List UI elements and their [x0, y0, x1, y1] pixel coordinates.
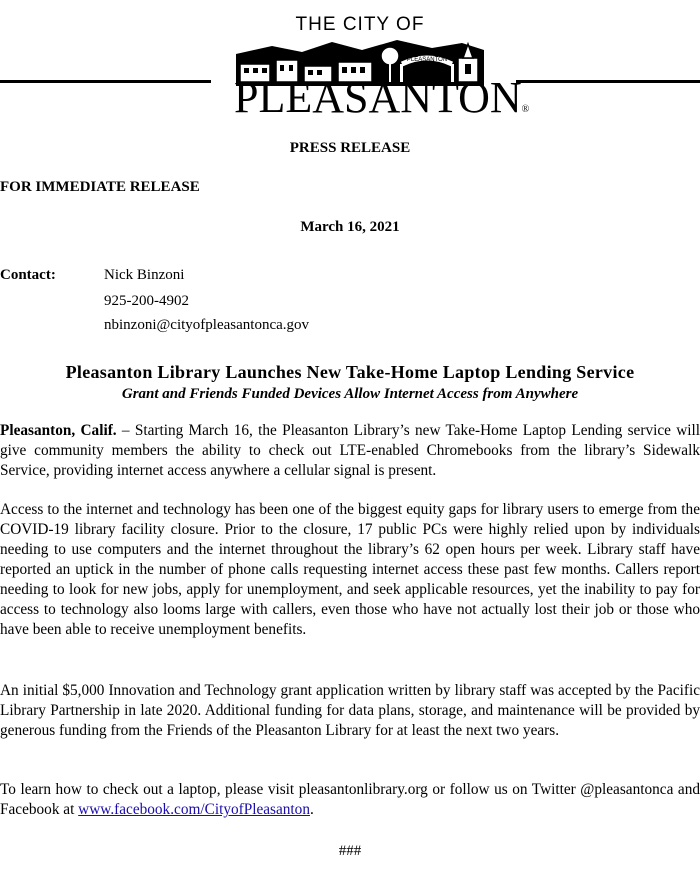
- end-mark: ###: [338, 843, 362, 859]
- city-logo: [230, 14, 530, 124]
- release-type: FOR IMMEDIATE RELEASE: [0, 179, 200, 195]
- paragraph-2: Access to the internet and technology has been one of the biggest equity gaps for library users to emerge from the COVID-19 library facility closure. Prior to the closure, 17 public PCs were highly relied upon by individuals needing to use computers and the internet throughout the library’s 62 open hours per week. Library staff have reported an uptick in the number of phone calls requesting internet access these past few months. Callers report needing to look for new jobs, apply for unemployment, and seek applicable resources, yet the inability to pay for access to technology also looms large with callers, even those who have not actually lost their job or those who have been able to receive unemployment benefits.: [0, 501, 700, 638]
- release-title: Pleasanton Library Launches New Take-Home Laptop Lending Service: [65, 362, 635, 382]
- header-rule-left: [0, 80, 211, 83]
- contact-phone: 925-200-4902: [104, 293, 189, 309]
- press-release-heading: PRESS RELEASE: [289, 140, 411, 156]
- paragraph-3: An initial $5,000 Innovation and Technology grant application written by library staff was accepted by the Pacific Library Partnership in late 2020. Additional funding for data plans, storage, and maintenance will be provided by generous funding from the Friends of the Pleasanton Library for at least the next two years.: [0, 682, 700, 739]
- contact-label: Contact:: [0, 267, 56, 283]
- logo-top-text: THE CITY OF: [295, 14, 425, 35]
- dateline: Pleasanton, Calif.: [0, 422, 117, 439]
- contact-email: nbinzoni@cityofpleasantonca.gov: [104, 317, 310, 333]
- logo-sign-text: PLEASANTON: [406, 57, 448, 63]
- paragraph-4-text: To learn how to check out a laptop, please visit pleasantonlibrary.org or follow us on Twitter @pleasantonca and Facebook at: [0, 781, 700, 818]
- contact-name: Nick Binzoni: [104, 267, 185, 283]
- facebook-link[interactable]: www.facebook.com/CityofPleasanton: [78, 801, 310, 818]
- release-date: March 16, 2021: [300, 219, 400, 235]
- paragraph-4: [0, 780, 700, 820]
- release-subtitle: Grant and Friends Funded Devices Allow Internet Access from Anywhere: [121, 386, 579, 402]
- paragraph-1: [0, 421, 700, 481]
- registered-mark: ®: [521, 104, 530, 115]
- header-rule-right: [516, 80, 700, 83]
- paragraph-1-body: – Starting March 16, the Pleasanton Library’s new Take-Home Laptop Lending service will give community members the ability to check out LTE-enabled Chromebooks from the library’s Sidewalk Service, providing internet access anywhere a cellular signal is present.: [0, 422, 700, 479]
- paragraph-4-end: .: [309, 801, 314, 818]
- logo-name: PLEASANTON®: [234, 73, 530, 122]
